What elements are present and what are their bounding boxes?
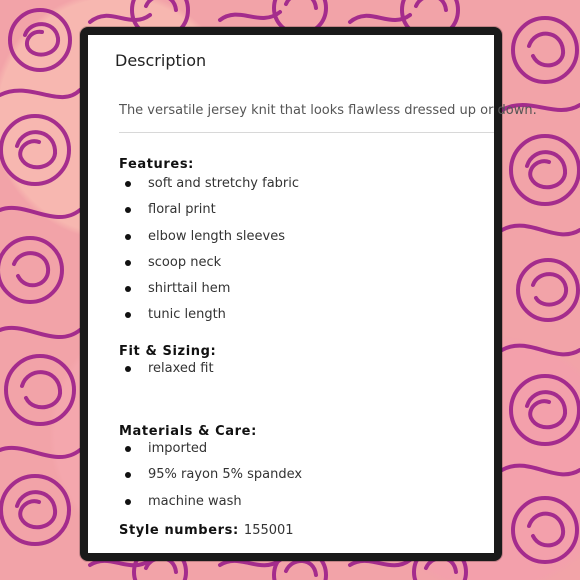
fit-heading: Fit & Sizing: bbox=[119, 344, 217, 359]
list-item bbox=[119, 439, 302, 465]
product-description-card bbox=[80, 27, 537, 561]
bullet-icon bbox=[125, 472, 131, 478]
list-item-text: scoop neck bbox=[148, 254, 222, 270]
list-item-text: shirttail hem bbox=[148, 281, 231, 297]
list-item bbox=[119, 492, 302, 518]
list-item bbox=[119, 174, 299, 200]
bullet-icon bbox=[125, 366, 131, 372]
bullet-icon bbox=[125, 207, 131, 213]
divider bbox=[119, 132, 494, 133]
bullet-icon bbox=[125, 286, 131, 292]
bullet-icon bbox=[125, 312, 131, 318]
list-item-text: 95% rayon 5% spandex bbox=[148, 467, 303, 483]
description-text: The versatile jersey knit that looks flawless dressed up or down. bbox=[119, 103, 537, 118]
bullet-icon bbox=[125, 260, 131, 266]
list-item bbox=[119, 279, 299, 305]
list-item-text: machine wash bbox=[148, 493, 242, 509]
style-numbers bbox=[119, 523, 294, 538]
list-item bbox=[119, 465, 302, 491]
list-item bbox=[119, 359, 214, 385]
style-numbers-value: 155001 bbox=[243, 523, 294, 538]
materials-list bbox=[119, 439, 302, 518]
bullet-icon bbox=[125, 181, 131, 187]
bullet-icon bbox=[125, 446, 131, 452]
materials-heading: Materials & Care: bbox=[119, 424, 257, 439]
description-title: Description bbox=[115, 51, 207, 70]
list-item bbox=[119, 227, 299, 253]
list-item-text: floral print bbox=[148, 202, 216, 218]
features-list bbox=[119, 174, 299, 332]
list-item bbox=[119, 200, 299, 226]
list-item-text: imported bbox=[148, 441, 208, 456]
list-item bbox=[119, 305, 299, 331]
list-item-text: relaxed fit bbox=[148, 361, 214, 376]
list-item-text: tunic length bbox=[148, 307, 226, 323]
card-content bbox=[88, 35, 537, 553]
fit-list bbox=[119, 359, 214, 385]
features-heading: Features: bbox=[119, 157, 194, 172]
bullet-icon bbox=[125, 234, 131, 240]
bullet-icon bbox=[125, 499, 131, 505]
style-numbers-heading: Style numbers: bbox=[119, 523, 239, 538]
list-item bbox=[119, 253, 299, 279]
list-item-text: soft and stretchy fabric bbox=[148, 176, 300, 191]
list-item-text: elbow length sleeves bbox=[148, 228, 285, 244]
